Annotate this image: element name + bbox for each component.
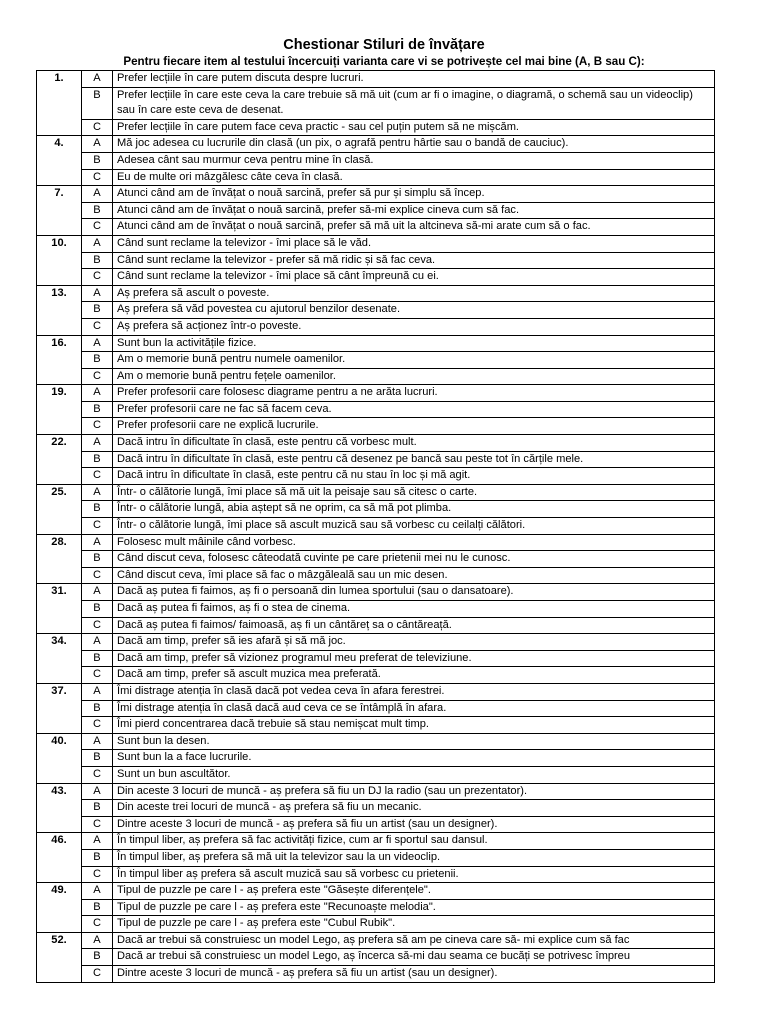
- option-letter[interactable]: B: [82, 949, 113, 966]
- option-letter[interactable]: B: [82, 899, 113, 916]
- option-letter[interactable]: B: [82, 551, 113, 568]
- option-letter[interactable]: C: [82, 368, 113, 385]
- option-text: Dintre aceste 3 locuri de muncă - aș prefera să fiu un artist (sau un designer).: [113, 816, 715, 833]
- question-row: [37, 866, 715, 883]
- question-row: [37, 484, 715, 501]
- question-row: [37, 368, 715, 385]
- item-number: 52.: [37, 932, 82, 982]
- option-text: Dintre aceste 3 locuri de muncă - aș prefera să fiu un artist (sau un designer).: [113, 966, 715, 983]
- question-row: [37, 584, 715, 601]
- option-letter[interactable]: A: [82, 634, 113, 651]
- question-row: [37, 252, 715, 269]
- option-text: Prefer lecțiile în care putem discuta despre lucruri.: [113, 71, 715, 88]
- question-row: [37, 501, 715, 518]
- option-letter[interactable]: A: [82, 783, 113, 800]
- option-letter[interactable]: B: [82, 700, 113, 717]
- option-text: Dacă intru în dificultate în clasă, este pentru că desenez pe bancă sau peste tot în cărțile mele.: [113, 451, 715, 468]
- question-row: [37, 766, 715, 783]
- question-row: [37, 733, 715, 750]
- option-text: În timpul liber, aș prefera să fac activități fizice, cum ar fi sportul sau dansul.: [113, 833, 715, 850]
- question-row: [37, 667, 715, 684]
- option-letter[interactable]: A: [82, 932, 113, 949]
- question-row: [37, 451, 715, 468]
- option-text: Mă joc adesea cu lucrurile din clasă (un pix, o agrafă pentru hârtie sau o bandă de cauciuc).: [113, 136, 715, 153]
- option-letter[interactable]: B: [82, 650, 113, 667]
- question-row: [37, 883, 715, 900]
- option-text: Adesea cânt sau murmur ceva pentru mine în clasă.: [113, 152, 715, 169]
- option-letter[interactable]: C: [82, 916, 113, 933]
- option-text: În timpul liber, aș prefera să mă uit la televizor sau la un videoclip.: [113, 849, 715, 866]
- question-row: [37, 617, 715, 634]
- option-text: Aș prefera să ascult o poveste.: [113, 285, 715, 302]
- option-text: Din aceste 3 locuri de muncă - aș prefera să fiu un DJ la radio (sau un prezentator).: [113, 783, 715, 800]
- question-row: [37, 551, 715, 568]
- option-text: Prefer profesorii care folosesc diagrame pentru a ne arăta lucruri.: [113, 385, 715, 402]
- option-text: Dacă am timp, prefer să ies afară și să mă joc.: [113, 634, 715, 651]
- question-row: [37, 335, 715, 352]
- option-letter[interactable]: C: [82, 418, 113, 435]
- option-letter[interactable]: B: [82, 800, 113, 817]
- option-text: Când discut ceva, îmi place să fac o mâzgăleală sau un mic desen.: [113, 567, 715, 584]
- question-row: [37, 219, 715, 236]
- item-number: 28.: [37, 534, 82, 584]
- item-number: 1.: [37, 71, 82, 136]
- option-letter[interactable]: C: [82, 866, 113, 883]
- option-text: Folosesc mult mâinile când vorbesc.: [113, 534, 715, 551]
- option-text: Când discut ceva, folosesc câteodată cuvinte pe care prietenii mei nu le cunosc.: [113, 551, 715, 568]
- option-letter[interactable]: B: [82, 750, 113, 767]
- option-letter[interactable]: B: [82, 601, 113, 618]
- option-text: Am o memorie bună pentru fețele oamenilor.: [113, 368, 715, 385]
- option-text: Îmi distrage atenția în clasă dacă aud ceva ce se întâmplă în afara.: [113, 700, 715, 717]
- item-number: 22.: [37, 435, 82, 485]
- option-text: Când sunt reclame la televizor - îmi place să cânt împreună cu ei.: [113, 269, 715, 286]
- option-text: Într- o călătorie lungă, abia aștept să ne oprim, ca să mă pot plimba.: [113, 501, 715, 518]
- item-number: 43.: [37, 783, 82, 833]
- option-text: Prefer profesorii care ne fac să facem ceva.: [113, 401, 715, 418]
- option-text: Dacă aș putea fi faimos, aș fi o persoană din lumea sportului (sau o dansatoare).: [113, 584, 715, 601]
- question-row: [37, 899, 715, 916]
- option-text: Îmi pierd concentrarea dacă trebuie să stau nemișcat mult timp.: [113, 717, 715, 734]
- option-letter[interactable]: C: [82, 766, 113, 783]
- option-letter[interactable]: C: [82, 318, 113, 335]
- option-text: Atunci când am de învățat o nouă sarcină, prefer să pur și simplu să încep.: [113, 186, 715, 203]
- option-text: Dacă ar trebui să construiesc un model Lego, aș încerca să-mi dau seama ce bucăți se potrivesc împreu: [113, 949, 715, 966]
- question-row: [37, 932, 715, 949]
- question-row: [37, 385, 715, 402]
- option-letter[interactable]: B: [82, 451, 113, 468]
- item-number: 34.: [37, 634, 82, 684]
- item-number: 7.: [37, 186, 82, 236]
- question-row: [37, 235, 715, 252]
- question-row: [37, 119, 715, 136]
- option-letter[interactable]: C: [82, 518, 113, 535]
- option-letter[interactable]: C: [82, 119, 113, 136]
- option-letter[interactable]: A: [82, 484, 113, 501]
- question-row: [37, 401, 715, 418]
- option-text: Tipul de puzzle pe care l - aș prefera este "Găsește diferențele".: [113, 883, 715, 900]
- question-row: [37, 567, 715, 584]
- option-letter[interactable]: A: [82, 833, 113, 850]
- item-number: 25.: [37, 484, 82, 534]
- item-number: 10.: [37, 235, 82, 285]
- option-letter[interactable]: C: [82, 169, 113, 186]
- item-number: 16.: [37, 335, 82, 385]
- question-row: [37, 700, 715, 717]
- option-letter[interactable]: A: [82, 683, 113, 700]
- item-number: 46.: [37, 833, 82, 883]
- question-row: [37, 87, 715, 119]
- option-text: Sunt un bun ascultător.: [113, 766, 715, 783]
- option-letter[interactable]: C: [82, 966, 113, 983]
- option-letter[interactable]: A: [82, 733, 113, 750]
- option-text: Din aceste trei locuri de muncă - aș prefera să fiu un mecanic.: [113, 800, 715, 817]
- option-letter[interactable]: C: [82, 567, 113, 584]
- question-row: [37, 916, 715, 933]
- option-letter[interactable]: A: [82, 235, 113, 252]
- question-row: [37, 601, 715, 618]
- question-row: [37, 717, 715, 734]
- question-row: [37, 750, 715, 767]
- option-letter[interactable]: B: [82, 202, 113, 219]
- option-text: Tipul de puzzle pe care l - aș prefera este "Cubul Rubik".: [113, 916, 715, 933]
- option-letter[interactable]: C: [82, 816, 113, 833]
- option-letter[interactable]: A: [82, 285, 113, 302]
- question-row: [37, 152, 715, 169]
- option-letter[interactable]: A: [82, 136, 113, 153]
- item-number: 19.: [37, 385, 82, 435]
- question-row: [37, 468, 715, 485]
- option-text: Prefer profesorii care ne explică lucrurile.: [113, 418, 715, 435]
- option-text: Dacă am timp, prefer să ascult muzica mea preferată.: [113, 667, 715, 684]
- question-row: [37, 634, 715, 651]
- question-row: [37, 71, 715, 88]
- option-text: Dacă intru în dificultate în clasă, este pentru că vorbesc mult.: [113, 435, 715, 452]
- option-text: Îmi distrage atenția în clasă dacă pot vedea ceva în afara ferestrei.: [113, 683, 715, 700]
- question-row: [37, 534, 715, 551]
- option-text: Dacă aș putea fi faimos, aș fi o stea de cinema.: [113, 601, 715, 618]
- option-letter[interactable]: A: [82, 534, 113, 551]
- option-letter[interactable]: A: [82, 71, 113, 88]
- question-row: [37, 352, 715, 369]
- item-number: 13.: [37, 285, 82, 335]
- option-letter[interactable]: C: [82, 717, 113, 734]
- option-text: Prefer lecțiile în care este ceva la care trebuie să mă uit (cum ar fi o imagine, o diagramă, o schemă sau un videoclip) sau în care este ceva de desenat.: [113, 87, 715, 119]
- option-text: Atunci când am de învățat o nouă sarcină, prefer să mă uit la altcineva să-mi arate cum să o fac.: [113, 219, 715, 236]
- option-text: Dacă aș putea fi faimos/ faimoasă, aș fi un cântăreț sa o cântăreață.: [113, 617, 715, 634]
- option-text: Tipul de puzzle pe care l - aș prefera este "Recunoaște melodia".: [113, 899, 715, 916]
- option-letter[interactable]: B: [82, 501, 113, 518]
- question-row: [37, 169, 715, 186]
- option-letter[interactable]: B: [82, 87, 113, 119]
- option-letter[interactable]: C: [82, 219, 113, 236]
- option-text: Dacă am timp, prefer să vizionez programul meu preferat de televiziune.: [113, 650, 715, 667]
- question-row: [37, 285, 715, 302]
- question-row: [37, 269, 715, 286]
- option-text: Într- o călătorie lungă, îmi place să ascult muzică sau să vorbesc cu ceilalți călători.: [113, 518, 715, 535]
- question-row: [37, 650, 715, 667]
- option-letter[interactable]: B: [82, 401, 113, 418]
- option-letter[interactable]: A: [82, 186, 113, 203]
- questionnaire-table: [36, 70, 715, 983]
- option-letter[interactable]: B: [82, 302, 113, 319]
- option-letter[interactable]: C: [82, 617, 113, 634]
- question-row: [37, 318, 715, 335]
- document-title: Chestionar Stiluri de învățare: [283, 37, 485, 53]
- question-row: [37, 683, 715, 700]
- question-row: [37, 949, 715, 966]
- question-row: [37, 302, 715, 319]
- item-number: 4.: [37, 136, 82, 186]
- option-text: Aș prefera să acționez într-o poveste.: [113, 318, 715, 335]
- document-instructions: Pentru fiecare item al testului încercuiți varianta care vi se potrivește cel mai bine (A, B sau C):: [123, 55, 645, 68]
- option-text: Sunt bun la desen.: [113, 733, 715, 750]
- option-text: Când sunt reclame la televizor - îmi place să le văd.: [113, 235, 715, 252]
- question-row: [37, 186, 715, 203]
- item-number: 49.: [37, 883, 82, 933]
- option-letter[interactable]: A: [82, 435, 113, 452]
- item-number: 31.: [37, 584, 82, 634]
- option-text: Dacă ar trebui să construiesc un model Lego, aș prefera să am pe cineva care să- mi explice cum să fac: [113, 932, 715, 949]
- option-text: Am o memorie bună pentru numele oamenilor.: [113, 352, 715, 369]
- question-row: [37, 418, 715, 435]
- option-letter[interactable]: A: [82, 883, 113, 900]
- option-letter[interactable]: B: [82, 252, 113, 269]
- option-letter[interactable]: B: [82, 849, 113, 866]
- option-text: Atunci când am de învățat o nouă sarcină, prefer să-mi explice cineva cum să fac.: [113, 202, 715, 219]
- questionnaire-body: [37, 71, 715, 983]
- question-row: [37, 136, 715, 153]
- question-row: [37, 833, 715, 850]
- question-row: [37, 518, 715, 535]
- option-text: Eu de multe ori mâzgălesc câte ceva în clasă.: [113, 169, 715, 186]
- item-number: 40.: [37, 733, 82, 783]
- option-letter[interactable]: C: [82, 269, 113, 286]
- option-text: Când sunt reclame la televizor - prefer să mă ridic și să fac ceva.: [113, 252, 715, 269]
- question-row: [37, 783, 715, 800]
- option-text: În timpul liber aș prefera să ascult muzică sau să vorbesc cu prietenii.: [113, 866, 715, 883]
- question-row: [37, 435, 715, 452]
- option-letter[interactable]: A: [82, 584, 113, 601]
- option-letter[interactable]: C: [82, 667, 113, 684]
- question-row: [37, 800, 715, 817]
- option-text: Sunt bun la a face lucrurile.: [113, 750, 715, 767]
- option-letter[interactable]: A: [82, 335, 113, 352]
- question-row: [37, 816, 715, 833]
- option-letter[interactable]: B: [82, 152, 113, 169]
- option-text: Aș prefera să văd povestea cu ajutorul benzilor desenate.: [113, 302, 715, 319]
- option-text: Sunt bun la activitățile fizice.: [113, 335, 715, 352]
- question-row: [37, 202, 715, 219]
- option-text: Dacă intru în dificultate în clasă, este pentru că nu stau în loc și mă agit.: [113, 468, 715, 485]
- option-text: Într- o călătorie lungă, îmi place să mă uit la peisaje sau să citesc o carte.: [113, 484, 715, 501]
- option-letter[interactable]: B: [82, 352, 113, 369]
- option-letter[interactable]: A: [82, 385, 113, 402]
- option-letter[interactable]: C: [82, 468, 113, 485]
- question-row: [37, 849, 715, 866]
- item-number: 37.: [37, 683, 82, 733]
- question-row: [37, 966, 715, 983]
- option-text: Prefer lecțiile în care putem face ceva practic - sau cel puțin putem să ne mișcăm.: [113, 119, 715, 136]
